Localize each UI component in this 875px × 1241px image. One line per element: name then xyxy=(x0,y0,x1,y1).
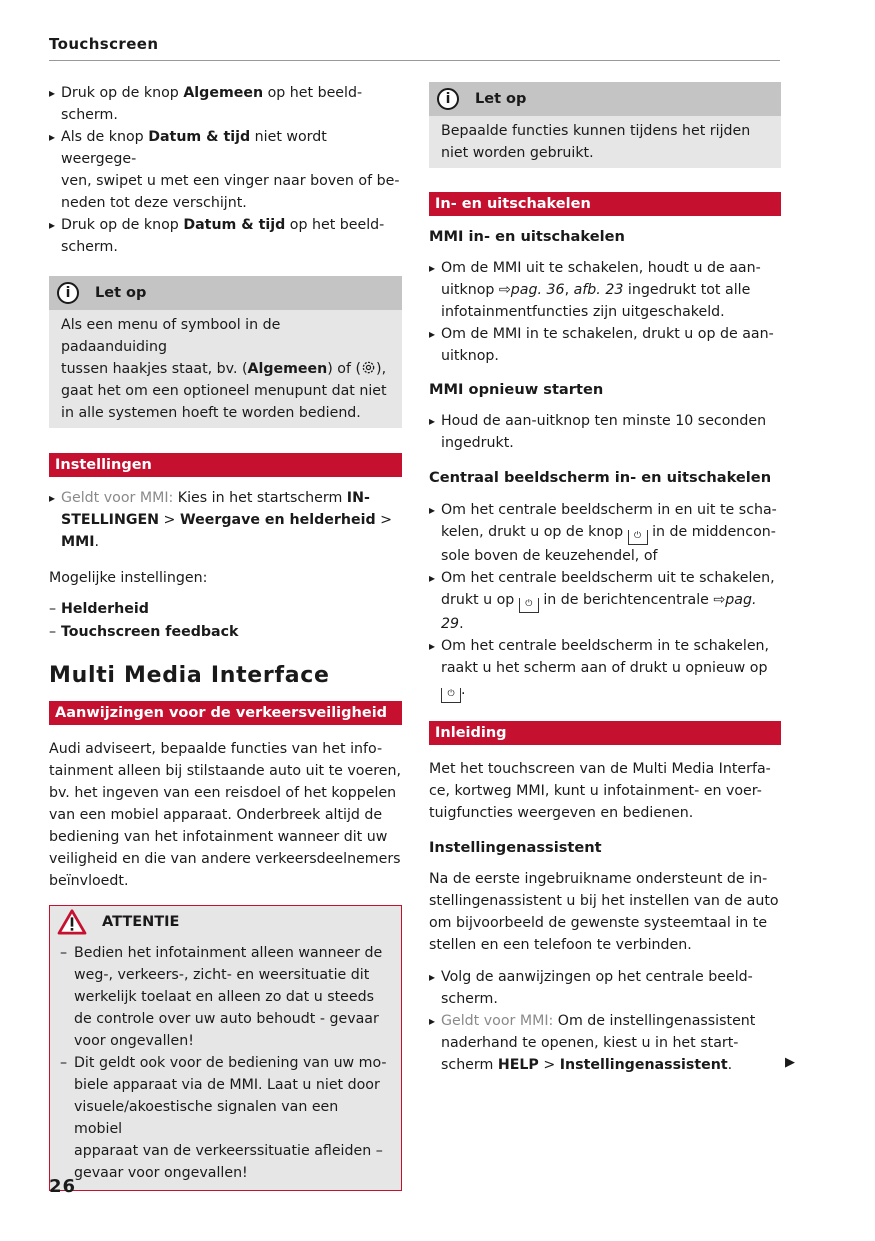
page-header-title: Touchscreen xyxy=(49,35,159,53)
subheading-instellingenassistent: Instellingenassistent xyxy=(429,839,602,856)
central-toggle-step: ▸ Om het centrale beeldscherm in en uit te scha- kelen, drukt u op de knop ⏻ in de middencon- sole boven de keuzehendel, of xyxy=(429,499,781,567)
display-power-button-icon: ⏻ xyxy=(441,688,461,703)
warning-triangle-icon xyxy=(56,909,88,935)
central-off-step: ▸ Om het centrale beeldscherm uit te schakelen, drukt u op ⏻ in de berichtencentrale ⇨pag. 29. xyxy=(429,567,781,635)
inleiding-paragraph: Met het touchscreen van de Multi Media Interfa- ce, kortweg MMI, kunt u infotainment- en voer- tuigfuncties weergeven en bedienen. xyxy=(429,761,771,821)
subheading-restart: MMI opnieuw starten xyxy=(429,381,604,398)
step-3: ▸ Druk op de knop Datum & tijd op het beeld- scherm. xyxy=(49,214,402,258)
mmi-on-step: ▸ Om de MMI in te schakelen, drukt u op de aan- uitknop. xyxy=(429,323,781,367)
mmi-off-step: ▸ Om de MMI uit te schakelen, houdt u de aan- uitknop ⇨pag. 36, afb. 23 ingedrukt tot alle infotainmentfuncties zijn uitgeschakeld. xyxy=(429,257,781,323)
note-box xyxy=(49,276,402,428)
option-helderheid: – Helderheid xyxy=(49,598,402,620)
note-header: i Let op xyxy=(49,276,402,310)
note-body: Als een menu of symbool in de padaanduiding tussen haakjes staat, bv. (Algemeen) of ( ), gaat het om een optioneel menupunt dat niet in alle systemen hoeft te worden bediend. xyxy=(61,317,387,421)
section-heading-in-uitschakelen: In- en uitschakelen xyxy=(429,192,781,216)
warning-header: ATTENTIE xyxy=(50,906,401,938)
safety-paragraph: Audi adviseert, bepaalde functies van het info- tainment alleen bij stilstaande auto uit te voeren, bv. het ingeven van een reisdoel of het koppelen van een mobiel apparaat. Onderbreek altijd de bediening van het infotainment wanneer dit uw veiligheid en die van andere verkeersdeelnemers beïnvloedt. xyxy=(49,741,401,889)
display-power-button-icon: ⏻ xyxy=(628,530,648,545)
continue-arrow-icon: ▶ xyxy=(785,1055,795,1070)
subheading-central-display: Centraal beeldscherm in- en uitschakelen xyxy=(429,469,772,486)
info-icon: i xyxy=(57,282,79,304)
possible-settings-label: Mogelijke instellingen: xyxy=(49,570,208,586)
assistant-paragraph: Na de eerste ingebruikname ondersteunt de in- stellingenassistent u bij het instellen van de auto om bijvoorbeeld de gewenste systeemtaal in te stellen en een telefoon te verbinden. xyxy=(429,871,779,953)
info-icon: i xyxy=(437,88,459,110)
assistant-step-1: ▸ Volg de aanwijzingen op het centrale beeld- scherm. xyxy=(429,966,781,1010)
note-box-right xyxy=(429,82,781,168)
chapter-title: Multi Media Interface xyxy=(49,663,330,688)
warning-item-2: – Dit geldt ook voor de bediening van uw mo- biele apparaat via de MMI. Laat u niet door visuele/akoestische signalen van een mobiel apparaat van de verkeerssituatie afleiden – gevaar voor ongevallen! xyxy=(60,1052,389,1184)
warning-body xyxy=(50,938,401,1190)
warning-item-1: – Bedien het infotainment alleen wanneer de weg-, verkeers-, zicht- en weersituatie dit werkelijk toelaat en alleen zo dat u steeds de controle over uw auto behoudt - gevaar voor ongevallen! xyxy=(60,942,389,1052)
section-heading-instellingen: Instellingen xyxy=(49,453,402,477)
note-body-right: Bepaalde functies kunnen tijdens het rijden niet worden gebruikt. xyxy=(441,123,751,161)
step-2: ▸ Als de knop Datum & tijd niet wordt weergege- ven, swipet u met een vinger naar boven of be- neden tot deze verschijnt. xyxy=(49,126,402,214)
section-heading-safety: Aanwijzingen voor de verkeersveiligheid xyxy=(49,701,402,725)
section-heading-inleiding: Inleiding xyxy=(429,721,781,745)
settings-gear-icon xyxy=(361,360,376,375)
warning-box xyxy=(49,905,402,1191)
right-column xyxy=(429,82,781,1076)
subheading-mmi-in-uit: MMI in- en uitschakelen xyxy=(429,228,625,245)
option-touchscreen-feedback: – Touchscreen feedback xyxy=(49,621,402,643)
note-header-right: i Let op xyxy=(429,82,781,116)
display-power-button-icon: ⏻ xyxy=(519,598,539,613)
assistant-step-2: ▸ Geldt voor MMI: Om de instellingenassistent naderhand te openen, kiest u in het start- scherm HELP > Instellingenassistent. xyxy=(429,1010,781,1076)
header-divider xyxy=(49,60,780,61)
restart-step: ▸ Houd de aan-uitknop ten minste 10 seconden ingedrukt. xyxy=(429,410,781,454)
instellingen-step: ▸ Geldt voor MMI: Kies in het startscherm IN- STELLINGEN > Weergave en helderheid > MMI. xyxy=(49,487,402,553)
left-column xyxy=(49,82,402,1191)
page-number: 26 xyxy=(49,1176,77,1197)
central-on-step: ▸ Om het centrale beeldscherm in te schakelen, raakt u het scherm aan of drukt u opnieuw op ⏻ . xyxy=(429,635,781,703)
step-1: ▸ Druk op de knop Algemeen op het beeld- scherm. xyxy=(49,82,402,126)
